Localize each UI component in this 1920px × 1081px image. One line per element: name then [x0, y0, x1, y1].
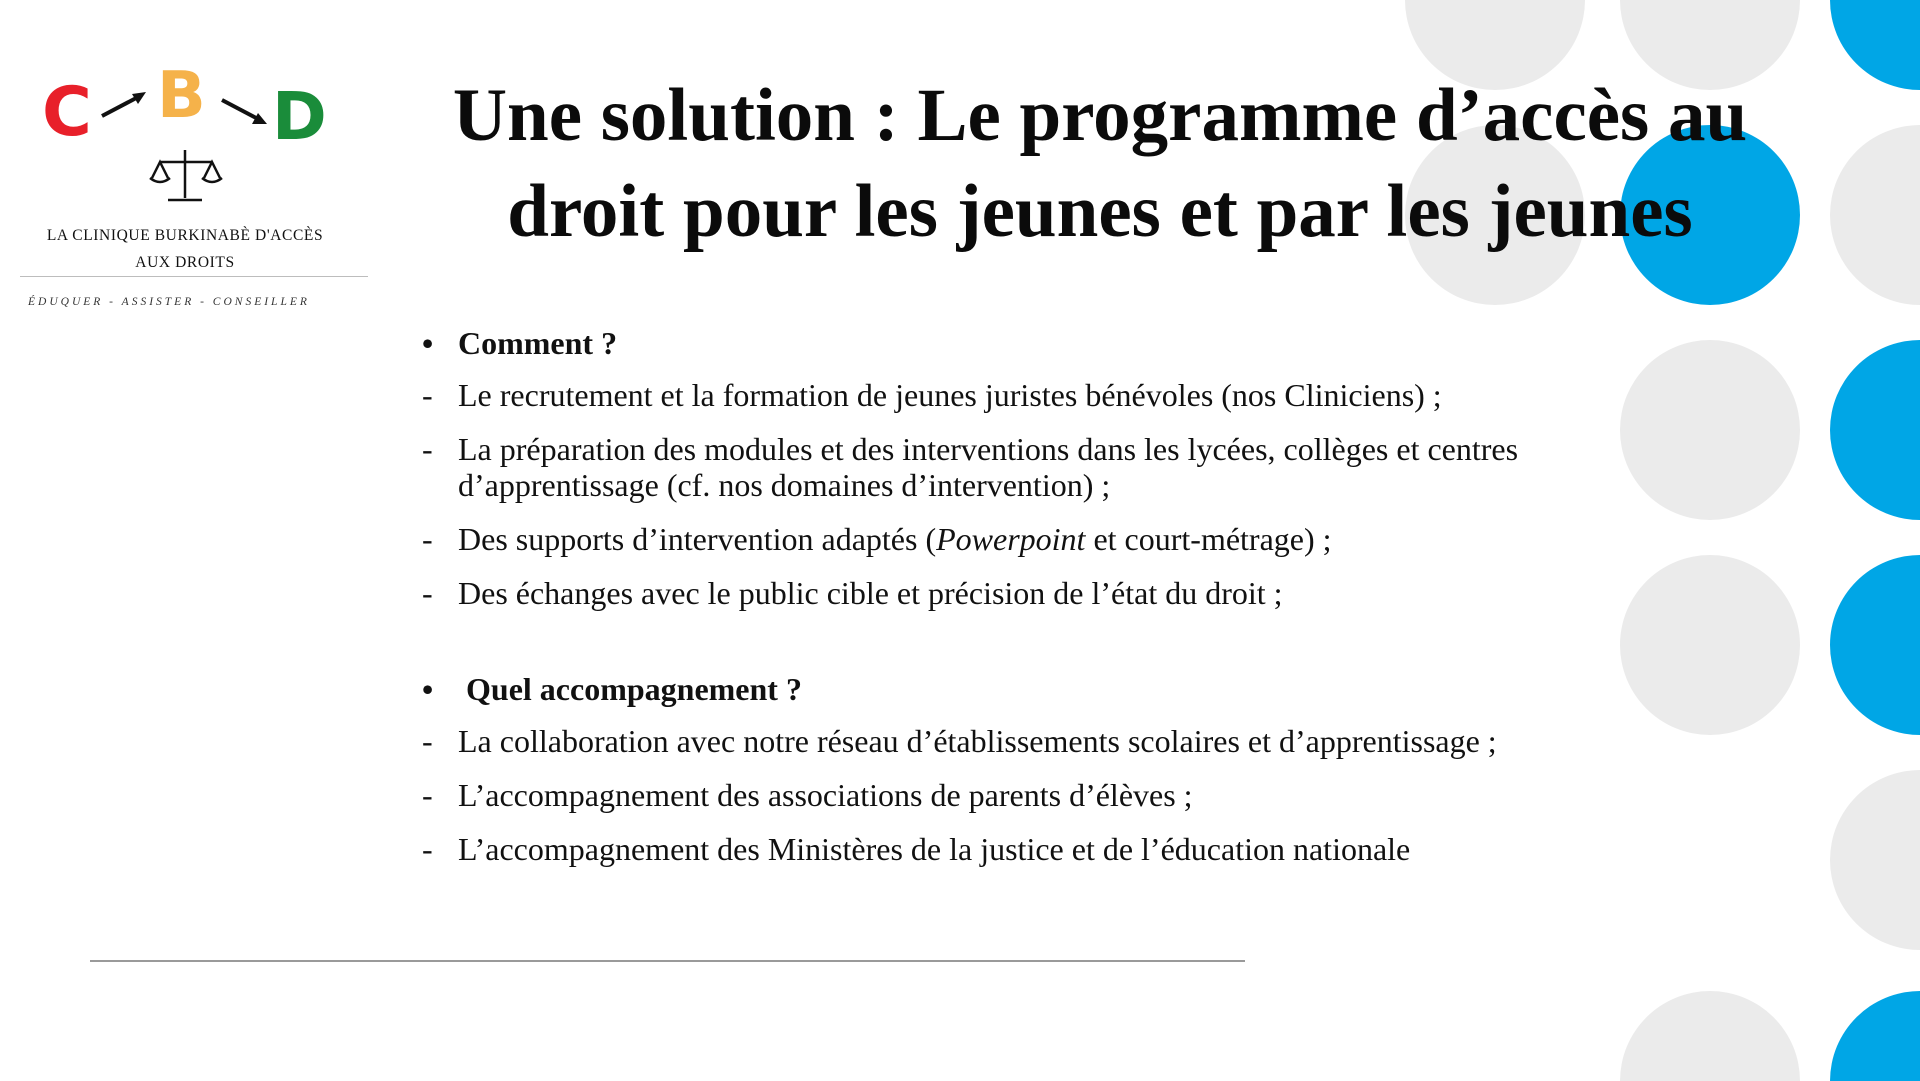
logo-letter-d: D — [272, 78, 327, 155]
dash-marker: - — [422, 723, 433, 759]
grey-circle — [1830, 770, 1920, 950]
logo-letter-b: B — [157, 59, 206, 133]
dash-marker: - — [422, 777, 433, 813]
list-item — [410, 575, 1690, 611]
list-item-italic: Powerpoint — [936, 521, 1086, 557]
title-line1: Une solution : Le programme d’accès au — [452, 74, 1748, 157]
list-item-text: L’accompagnement des associations de parents d’élèves ; — [458, 777, 1193, 813]
list-item-text: et court-métrage) ; — [1085, 521, 1332, 557]
section-heading-comment — [410, 325, 1690, 365]
dash-marker: - — [422, 377, 433, 413]
arrow-icon — [222, 100, 260, 120]
dash-marker: - — [422, 431, 433, 467]
scales-icon — [150, 150, 222, 200]
list-item-text: La collaboration avec notre réseau d’établissements scolaires et d’apprentissage ; — [458, 723, 1497, 759]
list-item-text: L’accompagnement des Ministères de la justice et de l’éducation nationale — [458, 831, 1411, 867]
blue-circle — [1830, 991, 1920, 1081]
logo-org-name — [20, 222, 350, 276]
list-item — [410, 521, 1690, 557]
logo-org-line2: AUX DROITS — [135, 254, 235, 271]
slide-title — [400, 68, 1800, 260]
logo-tagline: ÉDUQUER - ASSISTER - CONSEILLER — [28, 296, 310, 308]
list-item — [410, 431, 1690, 503]
grey-circle — [1830, 125, 1920, 305]
heading-text: Comment ? — [458, 325, 618, 361]
list-item-text: Des échanges avec le public cible et précision de l’état du droit ; — [458, 575, 1283, 611]
dash-marker: - — [422, 831, 433, 867]
list-item-text: Le recrutement et la formation de jeunes juristes bénévoles (nos Cliniciens) ; — [458, 377, 1442, 413]
arrow-icon — [102, 96, 140, 116]
list-item — [410, 831, 1690, 867]
bullet-icon: • — [422, 325, 434, 361]
title-line2: droit pour les jeunes et par les jeunes — [507, 170, 1693, 253]
bottom-divider — [90, 960, 1245, 962]
list-item — [410, 377, 1690, 413]
grey-circle — [1620, 991, 1800, 1081]
blue-circle — [1830, 555, 1920, 735]
blue-circle — [1830, 340, 1920, 520]
list-item — [410, 723, 1690, 759]
dash-marker: - — [422, 521, 433, 557]
logo-letter-c: C — [42, 73, 92, 152]
list-item-text: Des supports d’intervention adaptés ( — [458, 521, 937, 557]
heading-text: Quel accompagnement ? — [466, 671, 802, 707]
blue-circle — [1830, 0, 1920, 90]
list-item-text: La préparation des modules et des interventions dans les lycées, collèges et centres d’apprentissage (cf. nos domaines d’intervention) ; — [458, 431, 1519, 503]
slide-content — [410, 325, 1690, 867]
logo-divider — [20, 276, 368, 277]
dash-marker: - — [422, 575, 433, 611]
section-heading-accompagnement — [410, 671, 1690, 711]
logo-org-line1: LA CLINIQUE BURKINABÈ D'ACCÈS — [46, 227, 324, 244]
list-item — [410, 777, 1690, 813]
bullet-icon: • — [422, 671, 434, 707]
